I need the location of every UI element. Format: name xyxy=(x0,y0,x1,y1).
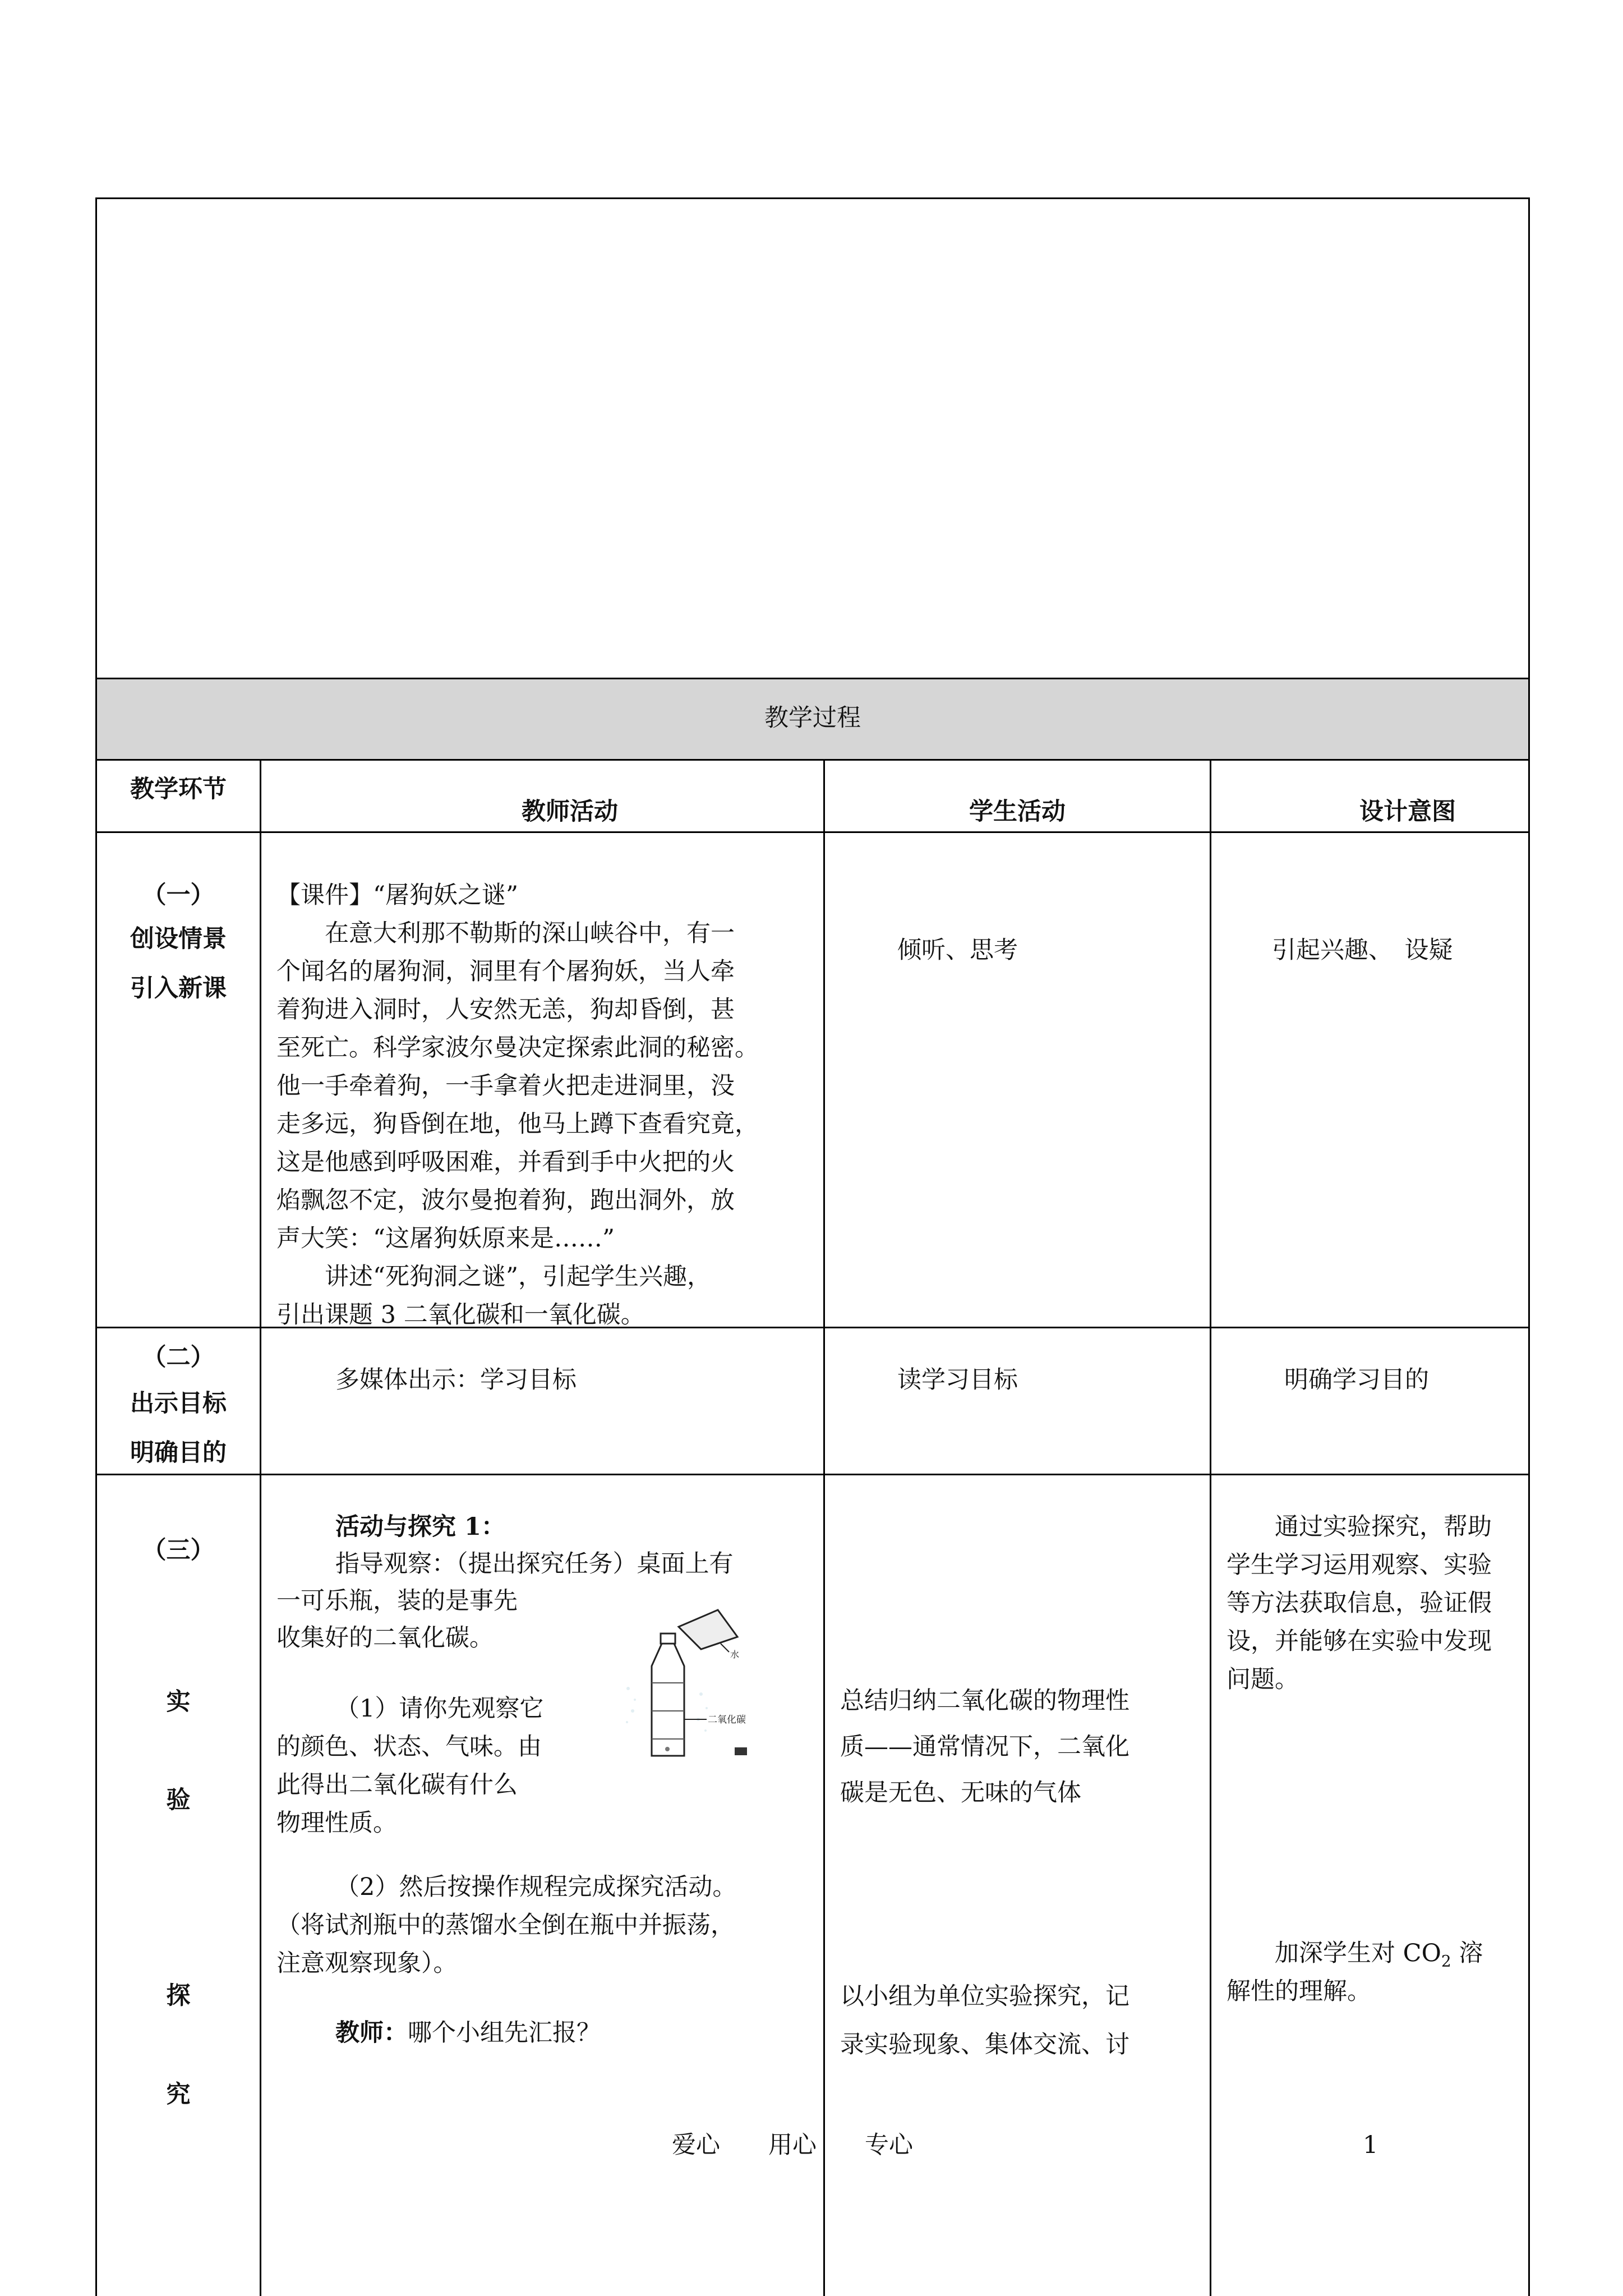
text-line: 此得出二氧化碳有什么 xyxy=(276,1771,518,1799)
text-line: 等方法获取信息，验证假 xyxy=(1227,1589,1492,1617)
text-line: 的颜色、状态、气味。由 xyxy=(276,1733,542,1761)
text-line: 总结归纳二氧化碳的物理性 xyxy=(840,1687,1129,1715)
text-line xyxy=(1227,1934,1483,1972)
page-number: 1 xyxy=(1363,2131,1378,2159)
question-2 xyxy=(276,1868,736,1982)
footer-motto: 爱心 用心 专心 xyxy=(672,2131,913,2159)
row2-student-text: 读学习目标 xyxy=(897,1366,1018,1394)
text-line: 声大笑：“这屠狗妖原来是……” xyxy=(276,1225,615,1253)
teacher-question-line xyxy=(335,2014,601,2052)
row2-stage-line1: 出示目标 xyxy=(130,1389,227,1418)
row3-stage-char-4: 究 xyxy=(166,2081,191,2109)
row3-student-a xyxy=(840,1682,1129,1812)
svg-text:水: 水 xyxy=(730,1649,740,1660)
header-bottom-line xyxy=(95,831,1530,833)
section-title: 教学过程 xyxy=(764,704,861,732)
col3-line xyxy=(1210,759,1211,2296)
guide-line-2: 一可乐瓶，装的是事先 xyxy=(276,1587,518,1615)
text-line: 碳是无色、无味的气体 xyxy=(840,1779,1081,1807)
text-line: 至死亡。科学家波尔曼决定探索此洞的秘密。 xyxy=(276,1034,759,1062)
row2-stage-line2: 明确目的 xyxy=(130,1439,227,1467)
text-line: （2）然后按操作规程完成探究活动。 xyxy=(335,1873,737,1901)
text-line: （将试剂瓶中的蒸馏水全倒在瓶中并振荡， xyxy=(276,1911,735,1939)
row2-intent-text: 明确学习目的 xyxy=(1284,1366,1429,1394)
text-line: 个闻名的屠狗洞，洞里有个屠狗妖，当人牵 xyxy=(276,958,735,986)
text-line: 这是他感到呼吸困难，并看到手中火把的火 xyxy=(276,1148,735,1176)
band-bottom-line xyxy=(95,759,1530,761)
row3-stage-char-2: 验 xyxy=(166,1786,191,1814)
guide-line-3: 收集好的二氧化碳。 xyxy=(276,1624,494,1652)
text-line: 焰飘忽不定，波尔曼抱着狗，跑出洞外，放 xyxy=(276,1186,735,1214)
text-line: （1）请你先观察它 xyxy=(335,1695,544,1723)
text-line: 在意大利那不勒斯的深山峡谷中，有一 xyxy=(276,919,735,947)
co2-bottle-figure xyxy=(623,1604,813,1773)
text-line: 他一手牵着狗，一手拿着火把走进洞里，没 xyxy=(276,1072,735,1100)
teacher-label: 教师： xyxy=(335,2019,408,2047)
row2-stage-num: （二） xyxy=(142,1343,215,1372)
row1-stage-num: （一） xyxy=(142,881,215,909)
header-student: 学生活动 xyxy=(969,798,1066,826)
row1-intent-text: 引起兴趣、 设疑 xyxy=(1272,936,1453,964)
text-line: 引出课题 3 二氧化碳和一氧化碳。 xyxy=(276,1301,645,1329)
text-line: 讲述“死狗洞之谜”，引起学生兴趣， xyxy=(276,1263,711,1291)
table-top-border xyxy=(95,197,1530,199)
question-1 xyxy=(276,1690,543,1842)
row3-stage-char-1: 实 xyxy=(166,1688,191,1716)
row3-stage-num: （三） xyxy=(142,1536,215,1565)
text-line: 【课件】“屠狗妖之谜” xyxy=(276,881,518,909)
row1-stage-line2: 引入新课 xyxy=(130,974,227,1002)
text-line: 问题。 xyxy=(1227,1665,1299,1694)
row3-student-b xyxy=(840,1977,1129,2064)
table-right-border xyxy=(1528,197,1530,2296)
intent-b-sub: 2 xyxy=(1441,1952,1451,1971)
text-line: 走多远，狗昏倒在地，他马上蹲下查看究竟， xyxy=(276,1110,759,1138)
row3-intent-a xyxy=(1227,1508,1492,1699)
text-line: 着狗进入洞时，人安然无恙，狗却昏倒，甚 xyxy=(276,996,735,1024)
figure-label: 二氧化碳 xyxy=(708,1714,746,1726)
intent-b-suffix: 溶 xyxy=(1451,1939,1483,1967)
text-line: 学生学习运用观察、实验 xyxy=(1227,1551,1492,1579)
band-top-line xyxy=(95,678,1530,679)
row1-student-text: 倾听、思考 xyxy=(897,936,1018,964)
row2-bottom-line xyxy=(95,1474,1530,1475)
text-line: 以小组为单位实验探究，记 xyxy=(840,1982,1129,2010)
header-teacher: 教师活动 xyxy=(522,798,618,826)
text-line: 解性的理解。 xyxy=(1227,1977,1371,2005)
row1-teacher-text xyxy=(276,876,759,1334)
text-line: 录实验现象、集体交流、讨 xyxy=(840,2031,1129,2059)
teacher-question: 哪个小组先汇报？ xyxy=(408,2019,601,2047)
header-intent: 设计意图 xyxy=(1359,798,1456,826)
intent-b-prefix: 加深学生对 CO xyxy=(1227,1939,1441,1967)
col1-line xyxy=(260,759,261,2296)
text-line: 质——通常情况下，二氧化 xyxy=(840,1733,1129,1761)
row1-stage-line1: 创设情景 xyxy=(130,925,227,953)
row2-teacher-text: 多媒体出示：学习目标 xyxy=(335,1366,577,1394)
row3-intent-b xyxy=(1227,1934,1483,2010)
activity-title: 活动与探究 1： xyxy=(335,1513,505,1541)
text-line: 设，并能够在实验中发现 xyxy=(1227,1627,1492,1655)
text-line: 注意观察现象）。 xyxy=(276,1949,458,1977)
header-stage: 教学环节 xyxy=(130,775,227,803)
col2-line xyxy=(823,759,825,2296)
text-line: 通过实验探究，帮助 xyxy=(1227,1513,1492,1541)
text-line: 物理性质。 xyxy=(276,1809,397,1837)
guide-line-1: 指导观察：（提出探究任务）桌面上有 xyxy=(335,1550,734,1578)
row3-stage-char-3: 探 xyxy=(166,1982,191,2010)
